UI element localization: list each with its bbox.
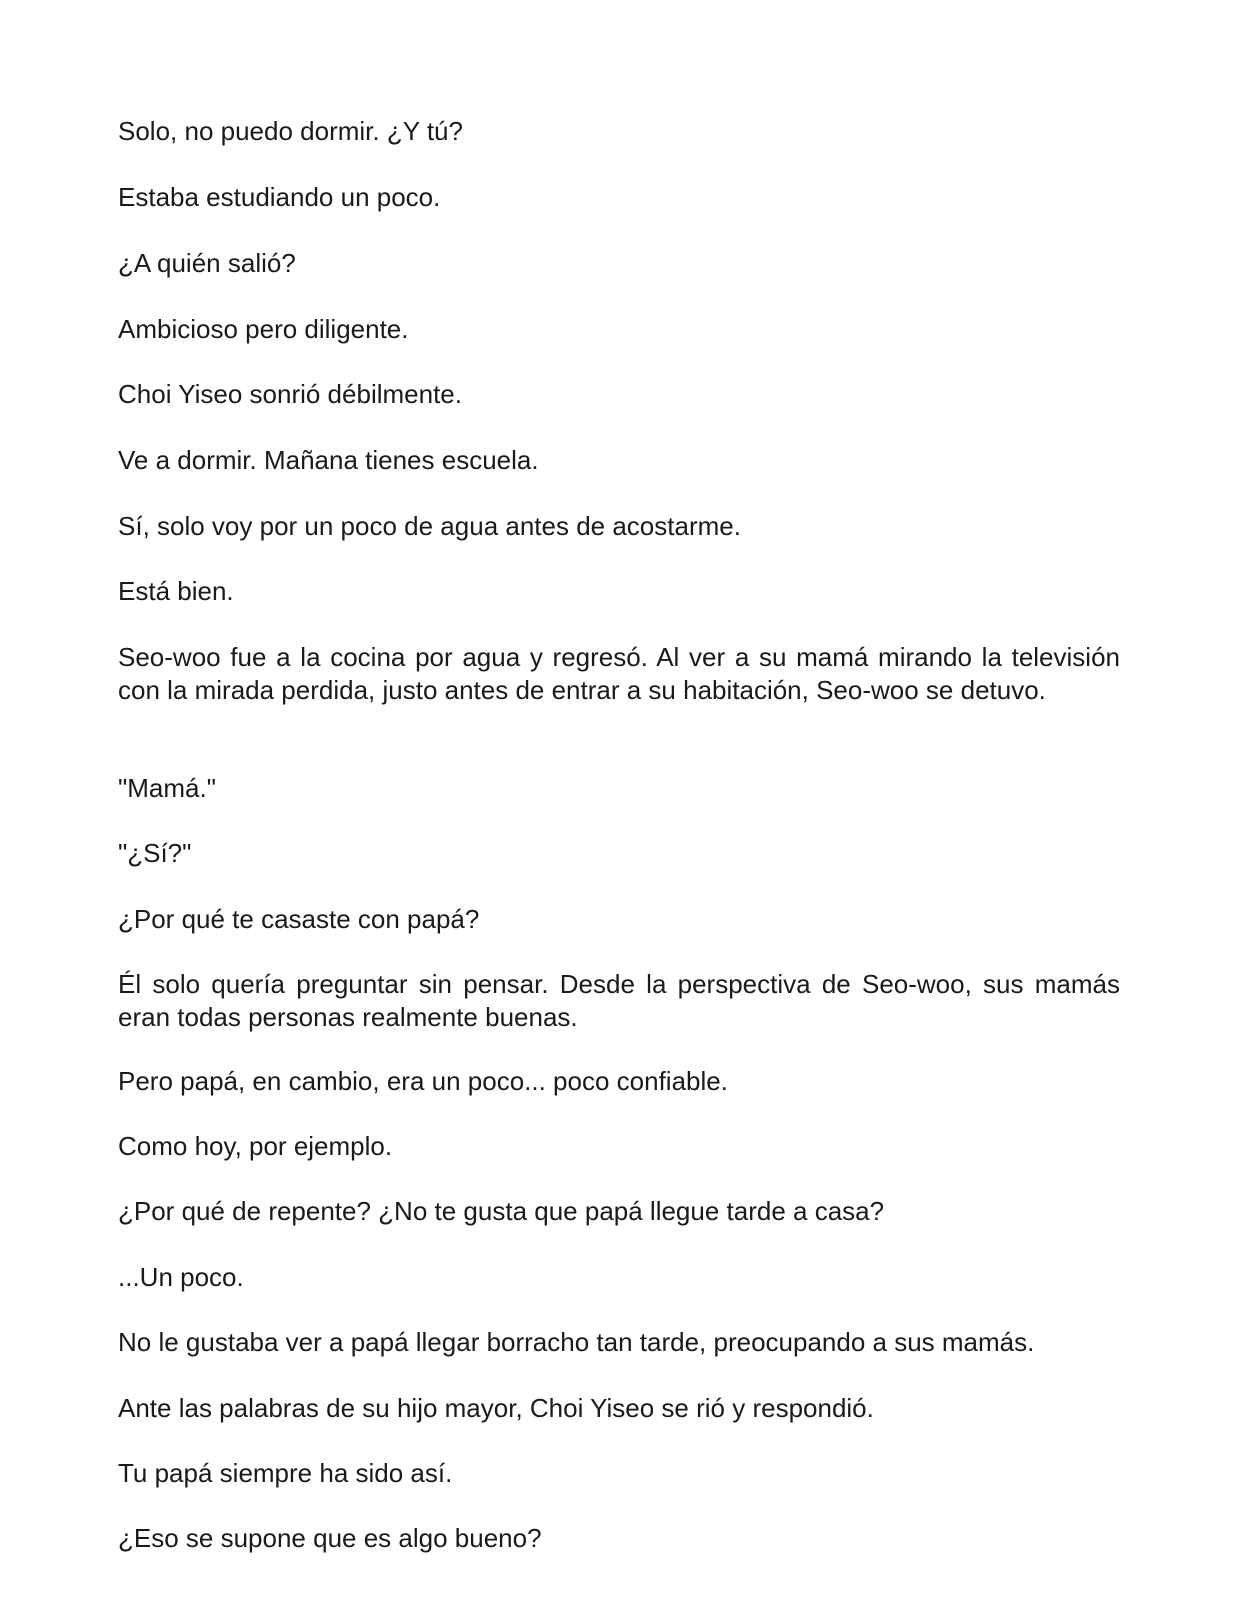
paragraph-4: Ambicioso pero diligente. [118,314,409,344]
paragraph-7: Sí, solo voy por un poco de agua antes de acostarme. [118,511,741,541]
paragraph-11: "¿Sí?" [118,838,192,868]
paragraph-15: Como hoy, por ejemplo. [118,1131,393,1161]
paragraph-1: Solo, no puedo dormir. ¿Y tú? [118,116,463,146]
paragraph-6: Ve a dormir. Mañana tienes escuela. [118,445,539,475]
paragraph-12: ¿Por qué te casaste con papá? [118,904,480,934]
paragraph-3: ¿A quién salió? [118,248,296,278]
paragraph-9: Seo-woo fue a la cocina por agua y regresó. Al ver a su mamá mirando la televisión con la mirada perdida, justo antes de entrar a su habitación, Seo-woo se detuvo. [118,642,1120,705]
paragraph-2: Estaba estudiando un poco. [118,182,441,212]
paragraph-10: "Mamá." [118,773,216,803]
paragraph-16: ¿Por qué de repente? ¿No te gusta que papá llegue tarde a casa? [118,1196,885,1226]
paragraph-13: Él solo quería preguntar sin pensar. Desde la perspectiva de Seo-woo, sus mamás eran todas personas realmente buenas. [118,969,1120,1032]
paragraph-21: ¿Eso se supone que es algo bueno? [118,1523,542,1553]
paragraph-14: Pero papá, en cambio, era un poco... poco confiable. [118,1066,728,1096]
paragraph-19: Ante las palabras de su hijo mayor, Choi Yiseo se rió y respondió. [118,1393,874,1423]
paragraph-5: Choi Yiseo sonrió débilmente. [118,379,462,409]
paragraph-8: Está bien. [118,576,234,606]
paragraph-17: ...Un poco. [118,1262,244,1292]
paragraph-20: Tu papá siempre ha sido así. [118,1458,453,1488]
paragraph-18: No le gustaba ver a papá llegar borracho tan tarde, preocupando a sus mamás. [118,1327,1035,1357]
